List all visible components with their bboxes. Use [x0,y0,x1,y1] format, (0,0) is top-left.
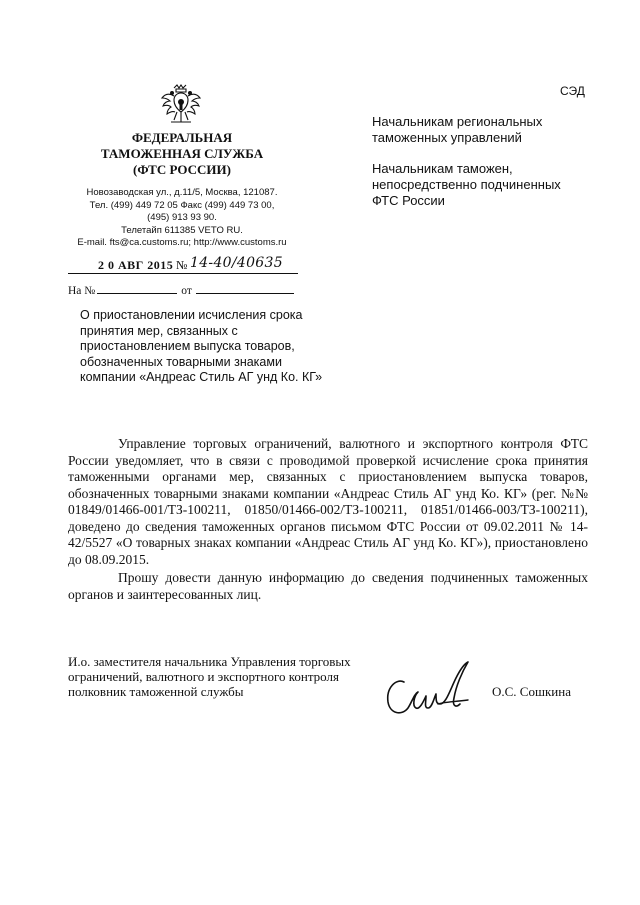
subject-line: обозначенных товарными знаками [80,354,282,369]
position-line: ограничений, валютного и экспортного контроля [68,669,339,684]
recipient-line: Начальникам таможен, [372,161,513,176]
registration-number-label: № [176,258,188,272]
org-name-line: ФЕДЕРАЛЬНАЯ [131,130,233,145]
letter-subject [80,308,340,386]
registration-line [68,255,308,276]
contact-line: E-mail. fts@ca.customs.ru; http://www.customs.ru [77,237,287,248]
reference-line [68,284,308,297]
contact-line: Новозаводская ул., д.11/5, Москва, 121087. [86,187,278,198]
body-paragraph: Управление торговых ограничений, валютного и экспортного контроля ФТС России уведомляет, что в связи с проводимой проверкой исчисление срока принятия таможенными органами мер, связанных с приостановлением выпуска товаров, обозначенных товарными знаками компании «Андреас Стиль АГ унд Ко. КГ» (рег. №№ 01849/01466-001/ТЗ-100211, 01850/01466-002/ТЗ-100211, 01851/01466-003/ТЗ-100211), доведено до сведения таможенных органов письмом ФТС России от 09.02.2011 № 14-42/5527 «О товарных знаках компании «Андреас Стиль АГ унд Ко. КГ»), приостановлено до 08.09.2015. [68,436,588,567]
subject-line: приостановлением выпуска товаров, [80,339,295,353]
contact-line: (495) 913 93 90. [147,212,217,223]
position-line: И.о. заместителя начальника Управления торговых [68,654,351,669]
contact-line: Тел. (499) 449 72 05 Факс (499) 449 73 00, [89,199,275,211]
sender-contacts [68,187,296,250]
handwritten-signature [382,660,474,722]
coat-of-arms-emblem [160,82,202,128]
reference-number-label: На № [68,285,96,297]
org-name-line: ТАМОЖЕННАЯ СЛУЖБА [100,146,264,161]
registration-number: 14-40/40635 [190,255,283,271]
signer-name: О.С. Сошкина [492,684,571,699]
position-line: полковник таможенной службы [68,684,244,699]
body-paragraph: Прошу довести данную информацию до сведения подчиненных таможенных органов и заинтересованных лиц. [68,570,588,602]
reference-from-label: от [181,285,192,297]
org-name-line: (ФТС РОССИИ) [133,162,231,177]
recipient-line: непосредственно подчиненных [372,177,561,192]
recipient-line: таможенных управлений [372,130,522,145]
recipients [372,114,612,224]
contact-line: Телетайп 611385 VETO RU. [121,224,243,236]
recipient-group [372,114,612,146]
registration-date: 2 0 АВГ 2015 [98,258,174,272]
signatory-position [68,654,398,699]
recipient-line: ФТС России [372,193,445,208]
recipient-group [372,161,612,209]
subject-line: О приостановлении исчисления срока [80,308,303,322]
reference-date-blank [196,284,294,294]
subject-line: компании «Андреас Стиль АГ унд Ко. КГ» [80,370,323,384]
registration-underline [68,273,298,274]
letter-body [68,436,588,603]
recipient-line: Начальникам региональных [372,114,543,129]
sed-marker: СЭД [560,84,585,98]
sender-organization [82,130,282,178]
reference-number-blank [97,284,177,294]
subject-line: принятия мер, связанных с [80,323,238,338]
